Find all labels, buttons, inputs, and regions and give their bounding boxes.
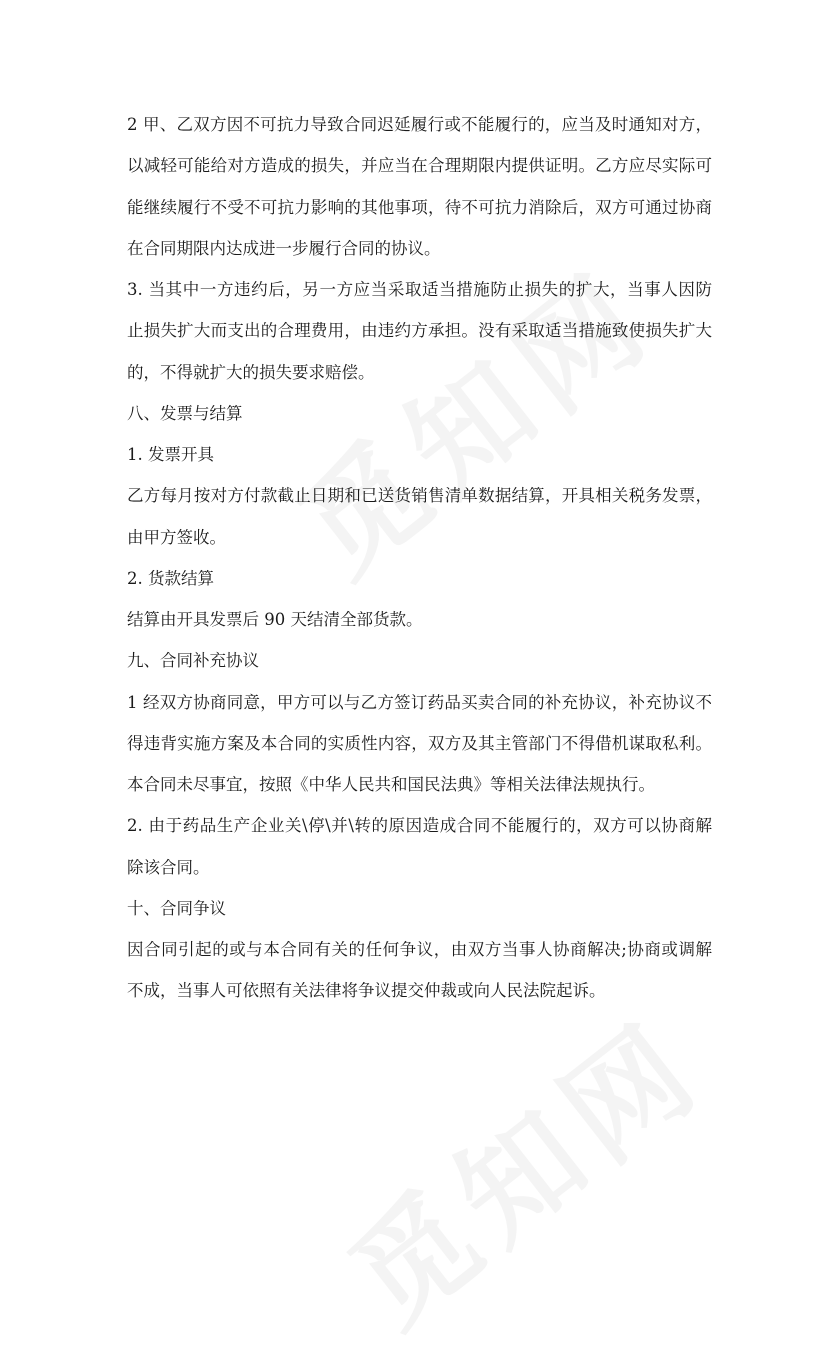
paragraph-force-majeure-line: 在合同期限内达成进一步履行合同的协议。 (127, 238, 441, 258)
paragraph-force-majeure-line: 能继续履行不受不可抗力影响的其他事项，待不可抗力消除后，双方可通过协商 (127, 197, 712, 217)
paragraph-breach-line: 的，不得就扩大的损失要求赔偿。 (127, 362, 375, 382)
paragraph-supplement-line: 本合同未尽事宜，按照《中华人民共和国民法典》等相关法律法规执行。 (127, 775, 655, 794)
watermark (310, 974, 733, 1357)
paragraph-supplement-line: 得违背实施方案及本合同的实质性内容，双方及其主管部门不得借机谋取私利。 (127, 733, 712, 753)
paragraph-invoice-line: 乙方每月按对方付款截止日期和已送货销售清单数据结算，开具相关税务发票， (127, 486, 712, 506)
paragraph-force-majeure-line: 以减轻可能给对方造成的损失，并应当在合理期限内提供证明。乙方应尽实际可 (127, 156, 712, 176)
paragraph-breach-line: 3. 当其中一方违约后，另一方应当采取适当措施防止损失的扩大，当事人因防 (127, 280, 712, 299)
paragraph-supplement-line: 1 经双方协商同意，甲方可以与乙方签订药品买卖合同的补充协议，补充协议不 (127, 692, 712, 712)
section-heading-supplement: 九、合同补充协议 (127, 651, 259, 671)
document-body (127, 104, 712, 1012)
paragraph-force-majeure-line: 2 甲、乙双方因不可抗力导致合同迟延履行或不能履行的，应当及时通知对方， (127, 115, 712, 134)
subheading-invoice-issue: 1. 发票开具 (127, 445, 214, 464)
section-heading-invoice: 八、发票与结算 (127, 403, 243, 423)
paragraph-invoice-line: 由甲方签收。 (127, 527, 226, 547)
paragraph-payment-line: 结算由开具发票后 90 天结清全部货款。 (127, 610, 423, 629)
paragraph-termination-line: 除该合同。 (127, 857, 210, 877)
paragraph-dispute-line: 因合同引起的或与本合同有关的任何争议，由双方当事人协商解决;协商或调解 (127, 940, 712, 959)
paragraph-termination-line: 2. 由于药品生产企业关\停\并\转的原因造成合同不能履行的，双方可以协商解 (127, 816, 712, 836)
subheading-payment-settlement: 2. 货款结算 (127, 568, 214, 588)
paragraph-breach-line: 止损失扩大而支出的合理费用，由违约方承担。没有采取适当措施致使损失扩大 (127, 321, 712, 341)
paragraph-dispute-line: 不成，当事人可依照有关法律将争议提交仲裁或向人民法院起诉。 (127, 981, 606, 1001)
section-heading-dispute: 十、合同争议 (127, 898, 226, 918)
